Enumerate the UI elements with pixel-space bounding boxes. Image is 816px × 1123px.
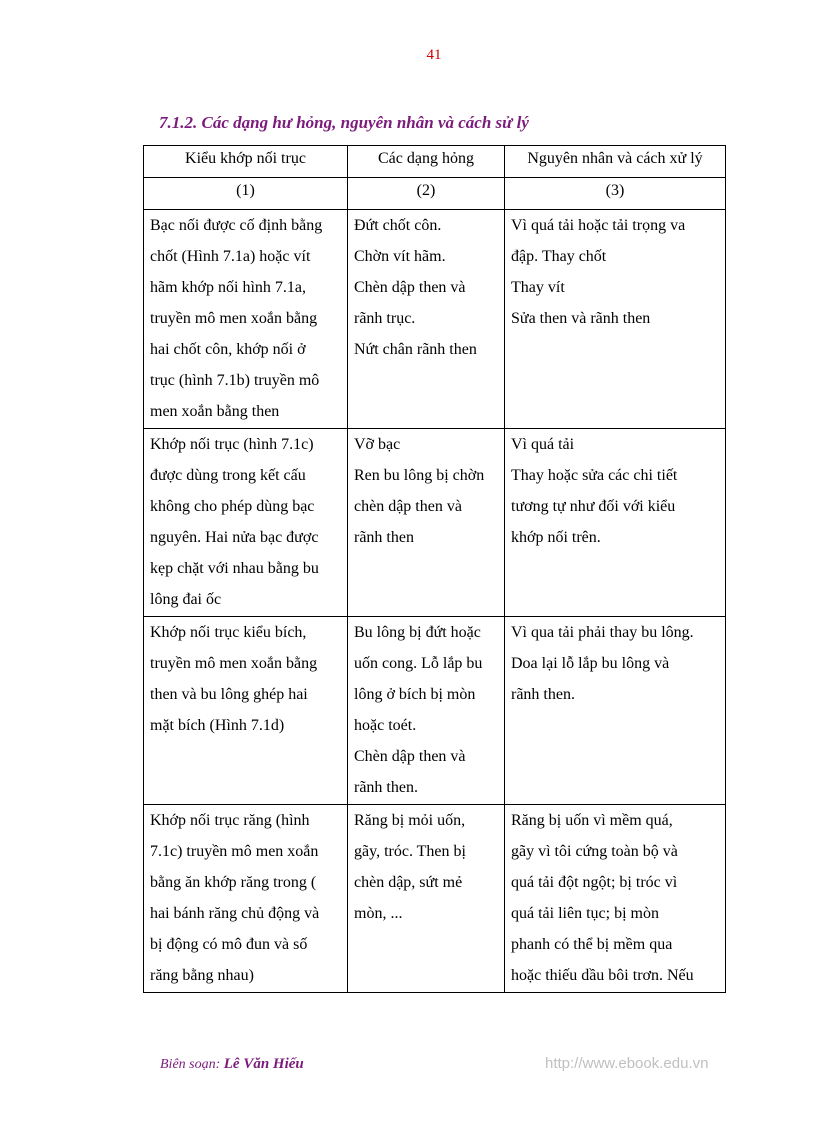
- cell-line: Vỡ bạc: [354, 436, 401, 453]
- cell-line: Đứt chốt côn.: [354, 217, 442, 234]
- table-cell: [505, 429, 726, 617]
- page-number: 41: [426, 47, 442, 63]
- table-cell: [144, 210, 348, 429]
- table-cell: [505, 617, 726, 805]
- cell-line: Ren bu lông bị chờn: [354, 467, 485, 484]
- cell-line: then và bu lông ghép hai: [150, 686, 308, 703]
- section-title: 7.1.2. Các dạng hư hỏng, nguyên nhân và cách sử lý: [159, 113, 529, 132]
- header-cell: Kiểu khớp nối trục: [144, 146, 348, 178]
- footer-author: [160, 1056, 304, 1073]
- cell-line: được dùng trong kết cấu: [150, 467, 306, 484]
- cell-line: bị động có mô đun và số: [150, 936, 308, 953]
- cell-line: chốt (Hình 7.1a) hoặc vít: [150, 248, 311, 265]
- cell-line: bằng ăn khớp răng trong (: [150, 874, 317, 891]
- table-cell: [144, 805, 348, 993]
- cell-line: gãy, tróc. Then bị: [354, 843, 466, 860]
- damage-table: [143, 145, 726, 993]
- cell-line: Nứt chân rãnh then: [354, 341, 477, 358]
- cell-line: phanh có thể bị mềm qua: [511, 936, 673, 953]
- table-cell: [348, 429, 505, 617]
- cell-line: rãnh then.: [511, 686, 575, 703]
- table-cell: [144, 617, 348, 805]
- cell-line: mặt bích (Hình 7.1d): [150, 717, 285, 734]
- table-header-row: [144, 146, 726, 178]
- table-cell: [505, 210, 726, 429]
- cell-line: rãnh then.: [354, 779, 418, 796]
- cell-line: răng bằng nhau): [150, 967, 254, 984]
- cell-line: Thay hoặc sửa các chi tiết: [511, 467, 678, 484]
- cell-line: Răng bị mỏi uốn,: [354, 812, 466, 829]
- cell-line: truyền mô men xoắn bằng: [150, 310, 318, 327]
- cell-line: Sửa then và rãnh then: [511, 310, 651, 327]
- cell-line: kẹp chặt với nhau bằng bu: [150, 560, 319, 577]
- cell-line: 7.1c) truyền mô men xoắn: [150, 843, 319, 860]
- cell-line: gãy vì tôi cứng toàn bộ và: [511, 843, 678, 860]
- cell-line: lông ở bích bị mòn: [354, 686, 476, 703]
- table-row: [144, 210, 726, 429]
- cell-line: khớp nối trên.: [511, 529, 601, 546]
- cell-line: không cho phép dùng bạc: [150, 498, 315, 515]
- table-cell: [144, 429, 348, 617]
- cell-line: hoặc toét.: [354, 717, 417, 734]
- cell-line: Khớp nối trục (hình 7.1c): [150, 436, 314, 453]
- cell-line: mòn, ...: [354, 905, 403, 922]
- cell-line: Bạc nối được cố định bằng: [150, 217, 323, 234]
- cell-line: hoặc thiếu dầu bôi trơn. Nếu: [511, 967, 694, 984]
- footer-url: http://www.ebook.edu.vn: [545, 1055, 709, 1072]
- cell-line: Doa lại lỗ lắp bu lông và: [511, 655, 670, 672]
- table-cell: [505, 805, 726, 993]
- cell-line: quá tải đột ngột; bị tróc vì: [511, 874, 678, 891]
- column-number-cell: (3): [505, 178, 726, 210]
- table-row: [144, 617, 726, 805]
- cell-line: trục (hình 7.1b) truyền mô: [150, 372, 320, 389]
- cell-line: Chèn dập then và: [354, 748, 466, 765]
- column-number-row: [144, 178, 726, 210]
- cell-line: Vì quá tải: [511, 436, 575, 453]
- column-number-cell: (2): [348, 178, 505, 210]
- cell-line: tương tự như đối với kiểu: [511, 498, 676, 515]
- table-row: [144, 805, 726, 993]
- cell-line: uốn cong. Lỗ lắp bu: [354, 655, 483, 672]
- cell-line: truyền mô men xoắn bằng: [150, 655, 318, 672]
- cell-line: chèn dập then và: [354, 498, 462, 515]
- table-cell: [348, 210, 505, 429]
- header-cell: Nguyên nhân và cách xử lý: [505, 146, 726, 178]
- cell-line: lông đai ốc: [150, 591, 222, 608]
- cell-line: Khớp nối trục răng (hình: [150, 812, 310, 829]
- author-label: Biên soạn:: [160, 1057, 224, 1072]
- cell-line: hãm khớp nối hình 7.1a,: [150, 279, 306, 296]
- cell-line: quá tải liên tục; bị mòn: [511, 905, 659, 922]
- cell-line: rãnh trục.: [354, 310, 416, 327]
- cell-line: Vì qua tải phải thay bu lông.: [511, 624, 694, 641]
- column-number-cell: (1): [144, 178, 348, 210]
- cell-line: chèn dập, sứt mẻ: [354, 874, 463, 891]
- cell-line: Răng bị uốn vì mềm quá,: [511, 812, 673, 829]
- table-cell: [348, 617, 505, 805]
- cell-line: hai chốt côn, khớp nối ở: [150, 341, 306, 358]
- header-cell: Các dạng hỏng: [348, 146, 505, 178]
- cell-line: đập. Thay chốt: [511, 248, 607, 265]
- table-row: [144, 429, 726, 617]
- cell-line: hai bánh răng chủ động và: [150, 905, 320, 922]
- author-name: Lê Văn Hiếu: [223, 1056, 304, 1072]
- cell-line: Chèn dập then và: [354, 279, 466, 296]
- table-cell: [348, 805, 505, 993]
- cell-line: Vì quá tải hoặc tải trọng va: [511, 217, 686, 234]
- cell-line: nguyên. Hai nửa bạc được: [150, 529, 319, 546]
- cell-line: men xoắn bằng then: [150, 403, 280, 420]
- cell-line: Chờn vít hãm.: [354, 248, 446, 265]
- cell-line: rãnh then: [354, 529, 414, 546]
- cell-line: Khớp nối trục kiểu bích,: [150, 624, 307, 641]
- cell-line: Thay vít: [511, 279, 565, 296]
- cell-line: Bu lông bị đứt hoặc: [354, 624, 481, 641]
